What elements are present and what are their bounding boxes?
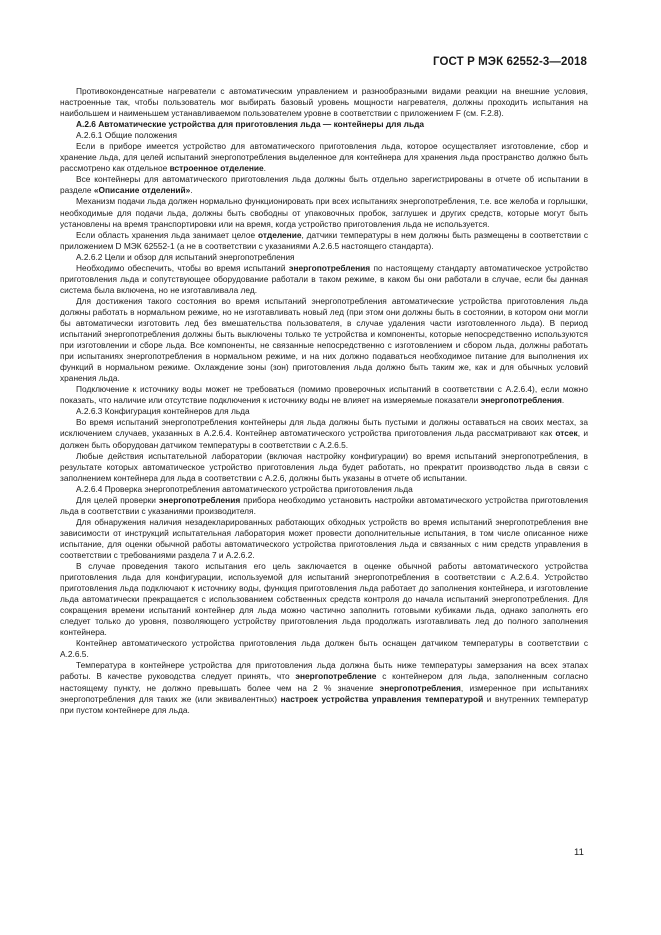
paragraph: [60, 451, 588, 484]
text-run: Противоконденсатные нагреватели с автоматическим управлением и разнообразными видами реакции на внешние условия, настроенные так, чтобы пользователь мог выбирать базовый уровень мощности нагревателя, должны проходить испытания на наибольшем и наименьшем устанавливаемом пользователем уровне в соответствии с приложением F (см. F.2.8).: [60, 86, 588, 119]
paragraph: [60, 252, 588, 263]
paragraph: [60, 406, 588, 417]
text-run: В случае проведения такого испытания его цель заключается в оценке обычной работы автоматического устройства приготовления льда для конфигурации, используемой для испытаний энергопотребления в соответствии с А.2.6.4. Устройство приготовления льда подключают к источнику воды, функция приготовления льда работает до заполнения контейнера, и изготовление льда автоматически прекращается с использованием собственных средств контроля до начала испытаний энергопотребления. Для сокращения времени испытаний контейнер для льда можно частично заполнить готовыми кубиками льда, однако заполнять его следует только до уровня, позволяющего устройству приготовления льда продолжать изготавливать лед до полного заполнения контейнера.: [60, 561, 588, 638]
document-body: [60, 86, 588, 716]
text-run: Контейнер автоматического устройства приготовления льда должен быть оснащен датчиком температуры в соответствии с А.2.6.5.: [60, 638, 588, 660]
text-run: с контейнером для льда, заполненным согласно настоящему пункту, не должно превышать более чем на 2 % значение: [60, 671, 588, 693]
text-run: .: [561, 395, 565, 406]
text-run: Для обнаружения наличия незадекларированных работающих обходных устройств во время испытаний энергопотребления вне зависимости от инструкций испытательная лаборатория может провести дополнительные испытания, в том числе описанное ниже испытание, для оценки обычной работы автоматического устройства приготовления льда и связанных с ним средств управления в соответствии с требованиями раздела 7 и А.2.6.2.: [60, 516, 588, 560]
text-run: Все контейнеры для автоматического приготовления льда должны быть отдельно зарегистрированы в отчете об испытании в разделе: [60, 174, 588, 196]
paragraph: [60, 230, 588, 252]
bold-term: энергопотребления: [379, 682, 461, 693]
bold-term: энергопотребления: [480, 395, 562, 406]
bold-term: энергопотребление: [295, 671, 377, 682]
bold-term: А.2.6 Автоматические устройства для приготовления льда — контейнеры для льда: [76, 119, 425, 130]
paragraph: [60, 119, 588, 130]
bold-term: энергопотребления: [158, 494, 241, 505]
paragraph: [60, 660, 588, 715]
text-run: Для целей проверки: [76, 494, 159, 505]
standard-header: ГОСТ Р МЭК 62552-3—2018: [433, 56, 587, 68]
text-run: .: [190, 185, 193, 196]
bold-term: встроенное отделение: [169, 163, 264, 174]
bold-term: энергопотребления: [288, 262, 371, 273]
text-run: Любые действия испытательной лаборатории (включая настройку конфигурации) во время испытаний энергопотребления, в результате которых автоматическое устройство приготовления льда будет работать, но прекратит производство льда в связи с заполнением контейнера для льда в соответствии с А.2.6, должны быть указаны в отчете об испытании.: [60, 450, 588, 483]
bold-term: настроек устройства управления температурой: [280, 693, 484, 704]
text-run: , и должен быть оборудован датчиком температуры в соответствии с А.2.6.5.: [60, 428, 588, 450]
text-run: Необходимо обеспечить, чтобы во время испытаний: [76, 262, 289, 273]
text-run: Температура в контейнере устройства для приготовления льда должна быть ниже температуры замерзания на всех этапах работы. В качестве руководства следует принять, что: [60, 660, 588, 682]
paragraph: [60, 263, 588, 296]
bold-term: отсек: [555, 428, 578, 439]
paragraph: [60, 196, 588, 229]
paragraph: [60, 561, 588, 638]
paragraph: [60, 130, 588, 141]
text-run: Для достижения такого состояния во время испытаний энергопотребления автоматические устройства приготовления льда должны работать в нормальном режиме, но не изготавливать новый лед (при этом они должны быть в состоянии, в котором они могли бы автоматически изготовить лед без вмешательства пользователя, в случае удаления части изготовленного льда). В период испытаний энергопотребления должны быть выключены только те устройства и компоненты, которые непосредственно используются при изготовлении и сборе льда. Все компоненты, не связанные непосредственно с изготовлением и сбором льда, должны работать при испытаниях энергопотребления в нормальном режиме, и на них должно подаваться необходимое питание для выполнения их функций в нормальном режиме. Охлаждение зоны (зон) приготовления льда должно быть таким же, как и для обычных условий хранения льда.: [60, 295, 588, 384]
text-run: А.2.6.3 Конфигурация контейнеров для льда: [76, 406, 250, 417]
text-run: .: [263, 163, 266, 174]
paragraph: [60, 174, 588, 196]
text-run: по настоящему стандарту автоматическое устройство приготовления льда и сопутствующее оборудование работали в таком режиме, в каком бы они работали в случае, если бы данная система была включена, но не изготавливала лед.: [60, 262, 588, 295]
paragraph: [60, 638, 588, 660]
text-run: прибора необходимо установить настройки автоматического устройства приготовления льда в соответствии с указаниями производителя.: [60, 494, 588, 516]
paragraph: [60, 495, 588, 517]
text-run: А.2.6.2 Цели и обзор для испытаний энергопотребления: [76, 251, 295, 262]
paragraph: [60, 141, 588, 174]
paragraph: [60, 384, 588, 406]
paragraph: [60, 484, 588, 495]
text-run: Если область хранения льда занимает целое: [76, 229, 259, 240]
text-run: , измеренное при испытаниях энергопотребления для таких же (или эквивалентных): [60, 682, 588, 704]
text-run: Если в приборе имеется устройство для автоматического приготовления льда, которое осуществляет изготовление, сбор и хранение льда, для целей испытаний энергопотребления выделенное для контейнера для хранения льда пространство должно быть рассмотрено как отдельное: [60, 141, 588, 174]
paragraph: [60, 296, 588, 384]
page-number: 11: [574, 847, 584, 858]
text-run: и внутренних температур при пустом контейнере для льда.: [60, 693, 588, 715]
bold-term: отделение: [258, 229, 302, 240]
text-run: А.2.6.1 Общие положения: [76, 130, 178, 141]
text-run: Подключение к источнику воды может не требоваться (помимо проверочных испытаний в соответствии с А.2.6.4), если можно показать, что наличие или отсутствие подключения к источнику воды не влияет на измеряемые показатели: [60, 384, 588, 406]
text-run: А.2.6.4 Проверка энергопотребления автоматического устройства приготовления льда: [76, 483, 413, 494]
bold-term: «Описание отделений»: [93, 185, 191, 196]
text-run: Во время испытаний энергопотребления контейнеры для льда должны быть пустыми и должны оставаться на своих местах, за исключением случаев, указанных в А.2.6.4. Контейнер автоматического устройства приготовления льда рассматривают как: [60, 417, 588, 439]
paragraph: [60, 517, 588, 561]
paragraph: [60, 417, 588, 450]
text-run: , датчики температуры в нем должны быть размещены в соответствии с приложением D МЭК 62552-1 (а не в соответствии с указаниями А.2.6.5 настоящего стандарта).: [60, 229, 589, 251]
text-run: Механизм подачи льда должен нормально функционировать при всех испытаниях энергопотребления, т.е. все желоба и горлышки, необходимые для подачи льда, должны быть свободны от упаковочных пробок, заглушек и других средств, которые могут быть установлены на время транспортировки или на время, когда устройство приготовления льда не используется.: [60, 196, 588, 229]
paragraph: [60, 86, 588, 119]
